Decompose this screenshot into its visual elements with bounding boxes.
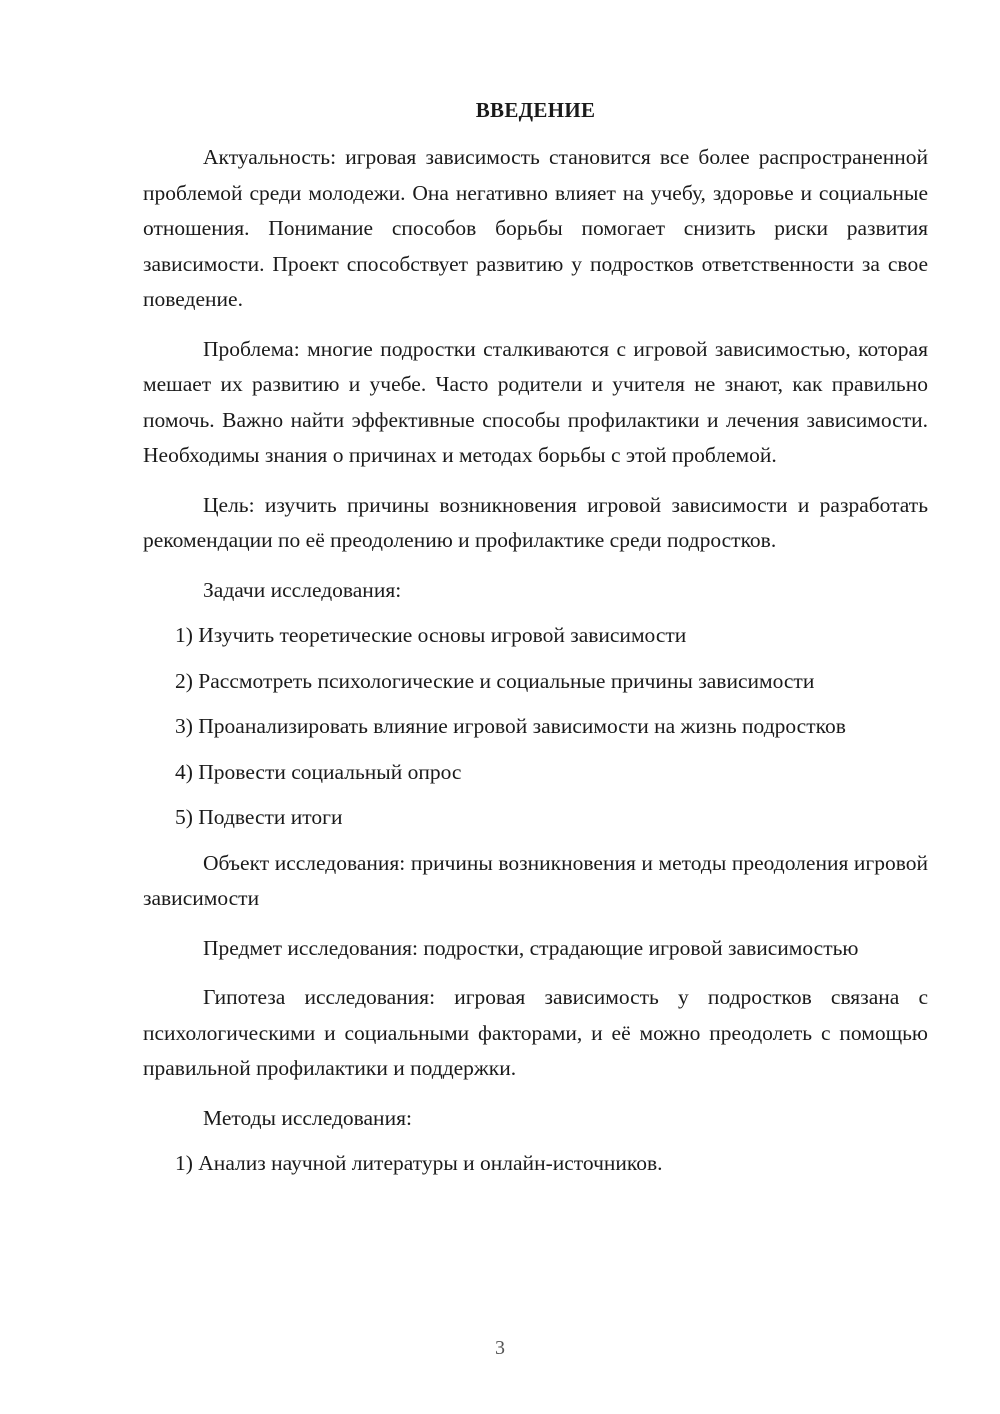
paragraph-subject: Предмет исследования: подростки, страдающие игровой зависимостью: [203, 935, 859, 960]
tasks-title: Задачи исследования:: [203, 577, 402, 602]
page-number: 3: [495, 1337, 505, 1359]
paragraph-problem: Проблема: многие подростки сталкиваются с игровой зависимостью, которая мешает их развитию и учебе. Часто родители и учителя не знают, как правильно помочь. Важно найти эффективные способы профилактики и лечения зависимости. Необходимы знания о причинах и методах борьбы с этой проблемой.: [143, 336, 928, 467]
paragraph-relevance: Актуальность: игровая зависимость становится все более распространенной проблемой среди молодежи. Она негативно влияет на учебу, здоровье и социальные отношения. Понимание способов борьбы помогает снизить риски развития зависимости. Проект способствует развитию у подростков ответственности за свое поведение.: [143, 145, 928, 311]
paragraph-goal: Цель: изучить причины возникновения игровой зависимости и разработать рекомендации по её преодолению и профилактике среди подростков.: [143, 492, 928, 552]
task-item-4: 4) Провести социальный опрос: [175, 759, 462, 784]
paragraph-object: Объект исследования: причины возникновения и методы преодоления игровой зависимости: [143, 850, 928, 910]
task-item-1: 1) Изучить теоретические основы игровой зависимости: [175, 623, 687, 647]
task-item-5: 5) Подвести итоги: [175, 805, 343, 829]
task-item-2: 2) Рассмотреть психологические и социальные причины зависимости: [175, 668, 815, 693]
page-content: [143, 92, 928, 1192]
task-item-3: 3) Проанализировать влияние игровой зависимости на жизнь подростков: [175, 714, 846, 738]
paragraph-hypothesis: Гипотеза исследования: игровая зависимость у подростков связана с психологическими и социальными факторами, и её можно преодолеть с помощью правильной профилактики и поддержки.: [143, 985, 928, 1080]
method-item-1: 1) Анализ научной литературы и онлайн-источников.: [175, 1151, 663, 1175]
page-heading: ВВЕДЕНИЕ: [475, 98, 596, 122]
methods-title: Методы исследования:: [203, 1105, 412, 1130]
